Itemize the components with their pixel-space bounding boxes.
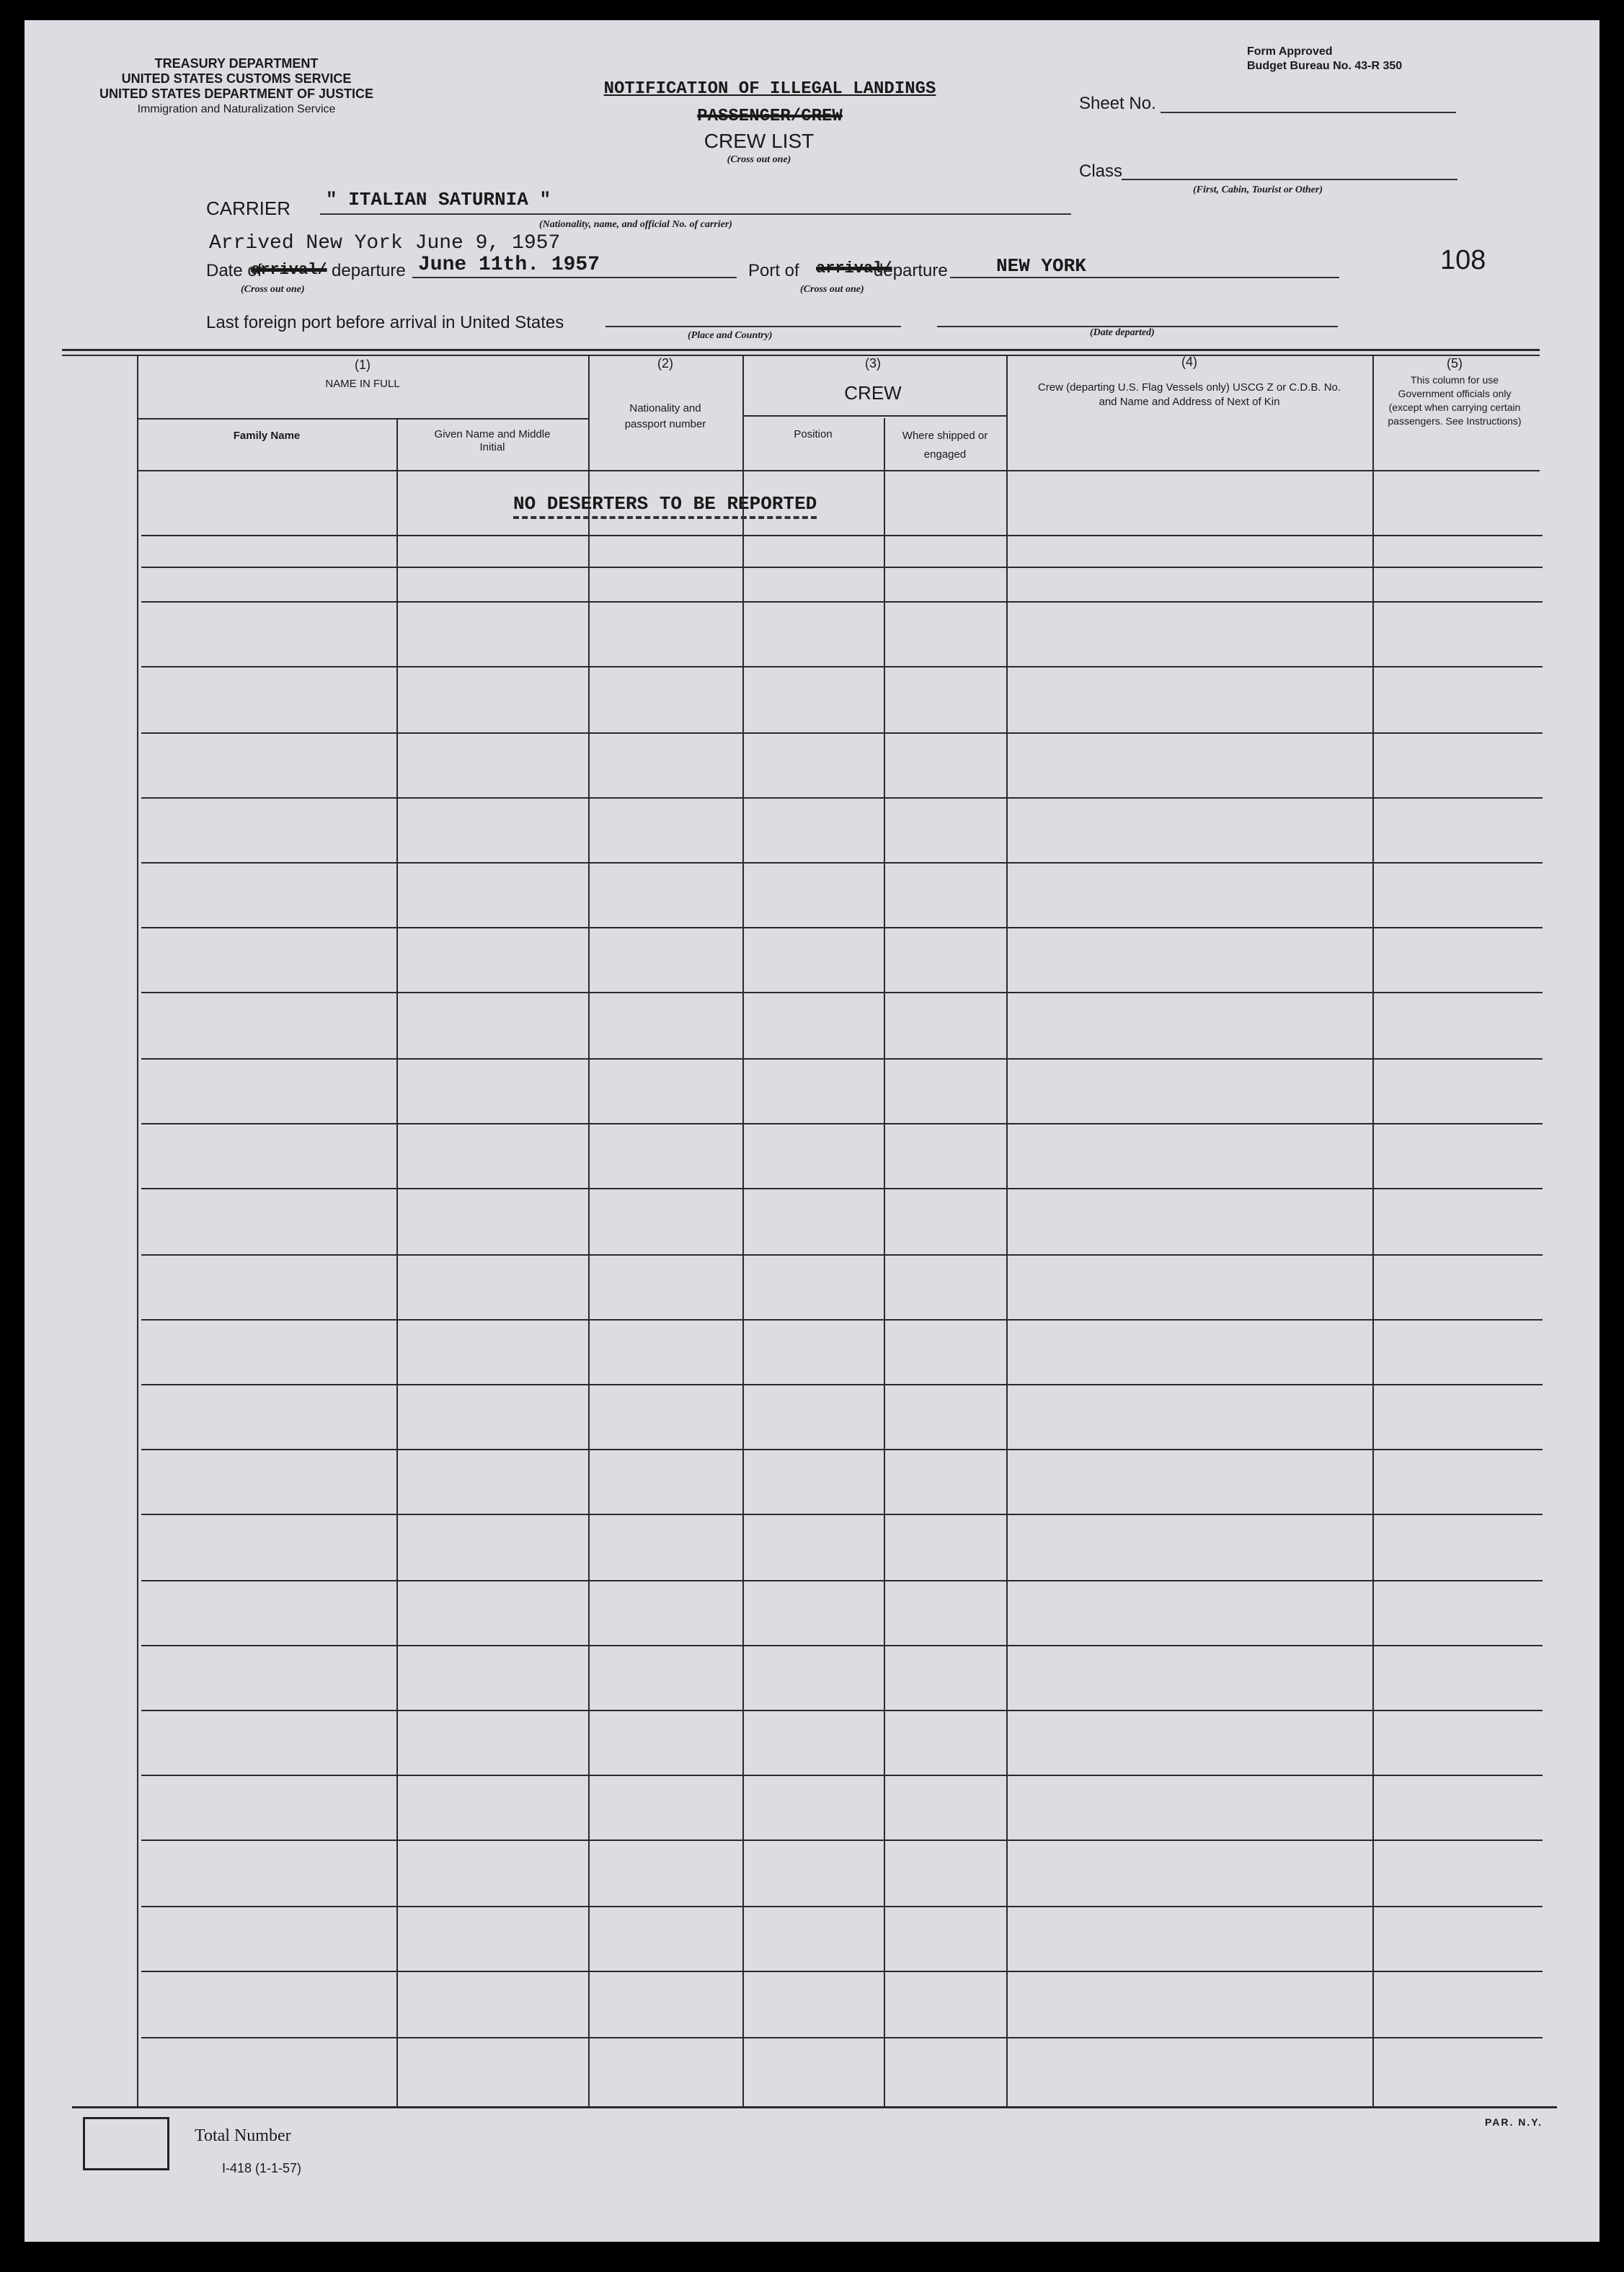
form-name: CREW LIST <box>704 130 815 152</box>
port-struck-arrival: arrival/ <box>816 259 892 278</box>
sheet-no-field[interactable] <box>1161 90 1456 112</box>
date-of-label: Date of <box>206 261 262 280</box>
table-row <box>141 1580 1543 1581</box>
struck-passenger-crew: PASSENGER/CREW <box>697 107 843 126</box>
date-departed-note: (Date departed) <box>1090 327 1155 338</box>
carrier-note: (Nationality, name, and official No. of carrier) <box>539 219 732 230</box>
col3-num: (3) <box>865 356 881 370</box>
form-number: I-418 (1-1-57) <box>222 2161 302 2175</box>
col3-sub-rule <box>742 415 1006 417</box>
agency-line-1: TREASURY DEPARTMENT <box>154 56 319 71</box>
col-line-family-given <box>396 418 398 2108</box>
table-row <box>141 1710 1543 1711</box>
col2-title: Nationality and passport number <box>624 402 706 430</box>
table-row <box>141 1384 1543 1385</box>
col-line-position-where <box>884 418 885 2108</box>
col1-title: NAME IN FULL <box>325 378 400 390</box>
class-label: Class <box>1079 161 1123 181</box>
sheet-no-label: Sheet No. <box>1079 94 1156 113</box>
carrier-label: CARRIER <box>206 198 291 219</box>
port-value[interactable]: NEW YORK <box>996 255 1086 277</box>
table-row <box>141 1058 1543 1060</box>
port-of-label: Port of <box>748 261 799 280</box>
table-row <box>141 1775 1543 1776</box>
header-bottom-rule <box>137 470 1540 471</box>
table-row <box>141 1188 1543 1189</box>
typed-heading: NOTIFICATION OF ILLEGAL LANDINGS <box>603 79 936 99</box>
form-sheet <box>25 20 1599 2242</box>
col1-family-header: Family Name <box>233 430 301 442</box>
table-top-rule-2 <box>62 355 1540 356</box>
printer-mark: PAR. N.Y. <box>1485 2116 1543 2128</box>
table-row <box>141 567 1543 568</box>
table-row <box>141 862 1543 864</box>
sheet-no-underline <box>1161 112 1456 113</box>
total-number-label: Total Number <box>195 2126 291 2145</box>
col1-num: (1) <box>355 358 370 372</box>
place-note: (Place and Country) <box>688 330 773 341</box>
col-line-2-3 <box>742 356 744 2108</box>
col5-num: (5) <box>1447 356 1463 370</box>
table-row <box>141 1319 1543 1321</box>
agency-line-3: UNITED STATES DEPARTMENT OF JUSTICE <box>99 86 374 101</box>
budget-bureau-line: Budget Bureau No. 43-R 350 <box>1247 60 1403 72</box>
table-row <box>141 732 1543 734</box>
carrier-underline <box>320 213 1071 215</box>
carrier-value[interactable]: " ITALIAN SATURNIA " <box>326 189 551 210</box>
col3-where-header: Where shipped or engaged <box>902 430 988 461</box>
cross-out-note: (Cross out one) <box>727 154 791 165</box>
table-row <box>141 666 1543 667</box>
table-row <box>141 797 1543 799</box>
class-note: (First, Cabin, Tourist or Other) <box>1193 185 1323 195</box>
col-line-1-2 <box>588 356 590 2108</box>
agency-line-4: Immigration and Naturalization Service <box>137 103 336 115</box>
date-cross-note: (Cross out one) <box>241 284 305 295</box>
table-row <box>141 535 1543 536</box>
no-deserters-note: NO DESERTERS TO BE REPORTED <box>513 493 817 519</box>
sheet-number: 108 <box>1440 245 1486 275</box>
table-row <box>141 1514 1543 1515</box>
col5-title: This column for use Government officials only (except when carrying certain passengers. See Instructions) <box>1388 374 1522 427</box>
form-approval <box>1247 45 1402 74</box>
col4-title: Crew (departing U.S. Flag Vessels only) USCG Z or C.D.B. No. and Name and Address of Next of Kin <box>1037 381 1341 408</box>
table-row <box>141 1645 1543 1646</box>
agency-block <box>99 56 373 117</box>
table-row <box>141 927 1543 928</box>
table-row <box>141 1254 1543 1256</box>
table-row <box>141 1840 1543 1841</box>
class-underline <box>1122 179 1457 180</box>
col1-sub-rule <box>137 418 588 420</box>
table-bottom-rule <box>72 2106 1557 2108</box>
last-port-underline <box>605 326 901 327</box>
departure-label: departure <box>332 261 406 280</box>
port-departure-label: departure <box>874 261 948 280</box>
table-row <box>141 1123 1543 1124</box>
last-port-label: Last foreign port before arrival in United States <box>206 313 564 332</box>
col3-position-header: Position <box>794 428 833 440</box>
table-row <box>141 2037 1543 2038</box>
col-line-3-4 <box>1006 356 1008 2108</box>
date-value[interactable]: June 11th. 1957 <box>418 254 600 276</box>
agency-line-2: UNITED STATES CUSTOMS SERVICE <box>121 71 352 86</box>
form-approved-line: Form Approved <box>1247 45 1333 58</box>
table-row <box>141 601 1543 603</box>
class-field[interactable] <box>1122 157 1457 179</box>
table-row <box>141 992 1543 993</box>
port-cross-note: (Cross out one) <box>800 284 864 295</box>
table-row <box>141 1906 1543 1907</box>
col-line-4-5 <box>1372 356 1374 2108</box>
col2-num: (2) <box>657 356 673 370</box>
table-row <box>141 1971 1543 1972</box>
total-number-box[interactable] <box>83 2117 169 2170</box>
col4-num: (4) <box>1181 355 1197 369</box>
table-row <box>141 1449 1543 1450</box>
arrived-note: Arrived New York June 9, 1957 <box>209 232 561 254</box>
col1-given-header: Given Name and Middle Initial <box>434 428 551 453</box>
date-underline <box>412 277 737 278</box>
date-struck-arrival: arrival/ <box>251 261 327 279</box>
col3-title: CREW <box>844 382 902 404</box>
col-line-left <box>137 356 138 2108</box>
table-top-rule <box>62 349 1540 351</box>
port-underline <box>950 277 1339 278</box>
